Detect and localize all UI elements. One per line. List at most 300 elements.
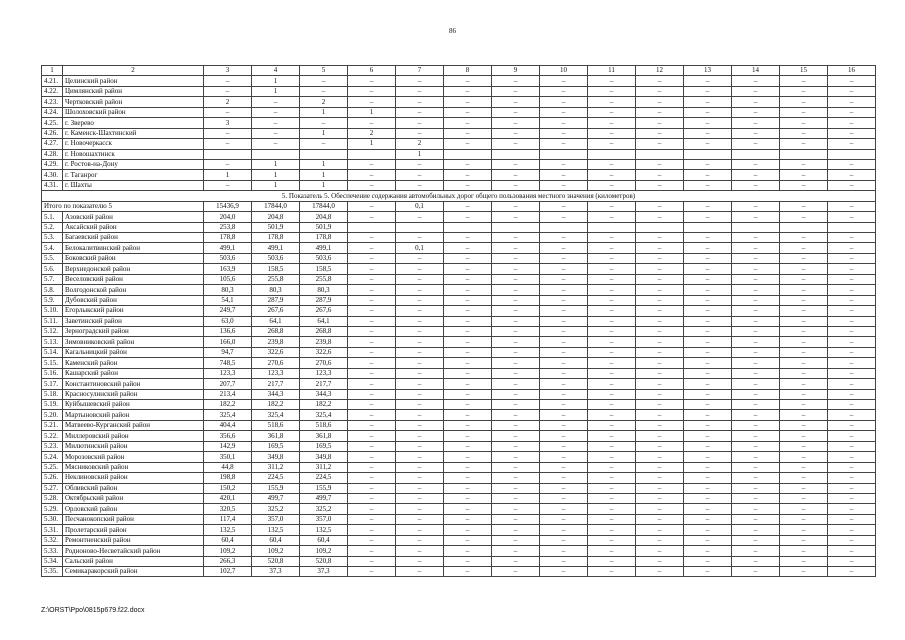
column-number-row xyxy=(42,66,876,76)
value-cell: 2 xyxy=(348,128,396,138)
value-cell: – xyxy=(780,441,828,451)
value-cell: – xyxy=(444,420,492,430)
column-number-cell: 7 xyxy=(396,66,444,76)
value-cell: – xyxy=(348,441,396,451)
value-cell: – xyxy=(828,316,876,326)
column-number-cell: 3 xyxy=(204,66,252,76)
table-row xyxy=(42,170,876,180)
value-cell: 357,0 xyxy=(252,514,300,524)
value-cell: – xyxy=(492,546,540,556)
value-cell: – xyxy=(780,97,828,107)
value-cell: – xyxy=(588,118,636,128)
value-cell: – xyxy=(396,410,444,420)
value-cell: – xyxy=(636,493,684,503)
value-cell: 178,8 xyxy=(252,233,300,243)
value-cell: – xyxy=(444,118,492,128)
value-cell: 169,5 xyxy=(252,441,300,451)
value-cell: – xyxy=(492,400,540,410)
column-number-cell: 12 xyxy=(636,66,684,76)
table-row xyxy=(42,525,876,535)
value-cell: – xyxy=(636,504,684,514)
total-value-cell: – xyxy=(828,201,876,211)
value-cell: – xyxy=(348,180,396,190)
table-row xyxy=(42,546,876,556)
value-cell: – xyxy=(684,567,732,577)
value-cell: – xyxy=(396,233,444,243)
value-cell: – xyxy=(588,431,636,441)
territory-name-cell: Дубовский район xyxy=(63,295,204,305)
value-cell: – xyxy=(492,274,540,284)
row-number-cell: 5.19. xyxy=(42,400,63,410)
value-cell: – xyxy=(780,483,828,493)
value-cell: – xyxy=(540,212,588,222)
value-cell: 3 xyxy=(204,118,252,128)
value-cell: – xyxy=(780,243,828,253)
value-cell: – xyxy=(780,431,828,441)
value-cell: – xyxy=(588,546,636,556)
value-cell xyxy=(684,149,732,159)
value-cell: – xyxy=(396,212,444,222)
value-cell: – xyxy=(588,567,636,577)
value-cell: – xyxy=(348,514,396,524)
value-cell: 350,1 xyxy=(204,452,252,462)
value-cell: 255,8 xyxy=(300,274,348,284)
value-cell: 204,0 xyxy=(204,212,252,222)
row-number-cell: 4.27. xyxy=(42,139,63,149)
row-number-cell: 5.27. xyxy=(42,483,63,493)
value-cell: – xyxy=(636,107,684,117)
page-number: 86 xyxy=(449,27,456,35)
territory-name-cell: Аксайский район xyxy=(63,222,204,232)
value-cell: 357,0 xyxy=(300,514,348,524)
territory-name-cell: Константиновский район xyxy=(63,379,204,389)
value-cell: – xyxy=(492,118,540,128)
value-cell: – xyxy=(828,243,876,253)
value-cell: – xyxy=(636,514,684,524)
value-cell: – xyxy=(732,264,780,274)
value-cell: 64,1 xyxy=(252,316,300,326)
value-cell: – xyxy=(780,514,828,524)
value-cell: – xyxy=(588,212,636,222)
value-cell xyxy=(780,222,828,232)
table-row xyxy=(42,222,876,232)
value-cell: – xyxy=(540,483,588,493)
value-cell: – xyxy=(396,274,444,284)
value-cell: – xyxy=(396,379,444,389)
value-cell: – xyxy=(300,139,348,149)
value-cell: – xyxy=(540,118,588,128)
value-cell: – xyxy=(588,253,636,263)
row-number-cell: 5.32. xyxy=(42,535,63,545)
value-cell: – xyxy=(540,389,588,399)
value-cell: 1 xyxy=(300,180,348,190)
value-cell: – xyxy=(684,97,732,107)
value-cell: – xyxy=(588,274,636,284)
value-cell: – xyxy=(636,274,684,284)
value-cell: 37,3 xyxy=(300,567,348,577)
value-cell: – xyxy=(732,462,780,472)
value-cell: 182,2 xyxy=(204,400,252,410)
row-number-cell: 4.25. xyxy=(42,118,63,128)
territory-name-cell: Песчанокопский район xyxy=(63,514,204,524)
value-cell: – xyxy=(444,274,492,284)
value-cell: – xyxy=(588,180,636,190)
value-cell: – xyxy=(780,556,828,566)
value-cell: – xyxy=(492,389,540,399)
value-cell: 239,8 xyxy=(300,337,348,347)
territory-name-cell: Орловский район xyxy=(63,504,204,514)
value-cell: 311,2 xyxy=(300,462,348,472)
value-cell: – xyxy=(444,347,492,357)
value-cell: – xyxy=(492,410,540,420)
value-cell: 268,8 xyxy=(252,326,300,336)
value-cell: – xyxy=(492,316,540,326)
value-cell: 287,9 xyxy=(252,295,300,305)
column-number-cell: 14 xyxy=(732,66,780,76)
value-cell: 109,2 xyxy=(252,546,300,556)
value-cell: – xyxy=(444,379,492,389)
value-cell: – xyxy=(828,337,876,347)
value-cell: – xyxy=(732,379,780,389)
value-cell: – xyxy=(540,295,588,305)
value-cell: – xyxy=(492,567,540,577)
territory-name-cell: Боковский район xyxy=(63,253,204,263)
territory-name-cell: Цимлянский район xyxy=(63,86,204,96)
value-cell: – xyxy=(780,170,828,180)
value-cell: 320,5 xyxy=(204,504,252,514)
value-cell: – xyxy=(492,493,540,503)
territory-name-cell: Целинский район xyxy=(63,76,204,86)
value-cell: – xyxy=(828,567,876,577)
value-cell: – xyxy=(684,525,732,535)
value-cell: – xyxy=(252,139,300,149)
value-cell: – xyxy=(540,326,588,336)
value-cell: – xyxy=(588,368,636,378)
value-cell: – xyxy=(396,86,444,96)
value-cell: – xyxy=(492,483,540,493)
value-cell: – xyxy=(732,180,780,190)
row-number-cell: 5.17. xyxy=(42,379,63,389)
territory-name-cell: Шолоховский район xyxy=(63,107,204,117)
value-cell: – xyxy=(684,107,732,117)
value-cell: – xyxy=(588,128,636,138)
value-cell: – xyxy=(636,410,684,420)
value-cell: 204,8 xyxy=(252,212,300,222)
value-cell xyxy=(348,222,396,232)
territory-name-cell: Азовский район xyxy=(63,212,204,222)
row-number-cell: 5.3. xyxy=(42,233,63,243)
territory-name-cell: г. Шахты xyxy=(63,180,204,190)
value-cell: – xyxy=(444,493,492,503)
value-cell: – xyxy=(636,400,684,410)
value-cell: – xyxy=(732,400,780,410)
table-row xyxy=(42,243,876,253)
value-cell: – xyxy=(636,233,684,243)
value-cell: 54,1 xyxy=(204,295,252,305)
value-cell: – xyxy=(540,107,588,117)
value-cell: – xyxy=(444,170,492,180)
territory-name-cell: Волгодонской район xyxy=(63,285,204,295)
value-cell: – xyxy=(636,389,684,399)
total-value-cell: 17844,0 xyxy=(300,201,348,211)
value-cell: – xyxy=(780,462,828,472)
value-cell: – xyxy=(444,462,492,472)
column-number-cell: 11 xyxy=(588,66,636,76)
value-cell xyxy=(732,149,780,159)
value-cell: – xyxy=(396,514,444,524)
value-cell: 748,5 xyxy=(204,358,252,368)
value-cell: – xyxy=(348,274,396,284)
value-cell: – xyxy=(396,97,444,107)
indicator-table xyxy=(41,65,876,577)
table-row xyxy=(42,97,876,107)
value-cell: – xyxy=(732,139,780,149)
value-cell: – xyxy=(684,546,732,556)
value-cell: 136,6 xyxy=(204,326,252,336)
value-cell: 132,5 xyxy=(252,525,300,535)
value-cell: – xyxy=(444,326,492,336)
value-cell: – xyxy=(588,462,636,472)
value-cell: – xyxy=(348,431,396,441)
column-number-cell: 13 xyxy=(684,66,732,76)
value-cell xyxy=(444,149,492,159)
value-cell: – xyxy=(396,253,444,263)
value-cell: – xyxy=(636,546,684,556)
value-cell: – xyxy=(396,567,444,577)
value-cell: – xyxy=(444,295,492,305)
column-number-cell: 1 xyxy=(42,66,63,76)
value-cell: 182,2 xyxy=(252,400,300,410)
table-row xyxy=(42,400,876,410)
value-cell: 80,3 xyxy=(204,285,252,295)
value-cell: – xyxy=(540,347,588,357)
row-number-cell: 4.28. xyxy=(42,149,63,159)
value-cell: 198,8 xyxy=(204,473,252,483)
value-cell: – xyxy=(492,295,540,305)
value-cell: – xyxy=(588,483,636,493)
row-number-cell: 5.7. xyxy=(42,274,63,284)
row-number-cell: 5.33. xyxy=(42,546,63,556)
value-cell: – xyxy=(828,139,876,149)
value-cell: – xyxy=(396,441,444,451)
value-cell: 518,6 xyxy=(300,420,348,430)
value-cell: – xyxy=(540,410,588,420)
value-cell: – xyxy=(396,420,444,430)
table-row xyxy=(42,389,876,399)
value-cell: – xyxy=(348,410,396,420)
value-cell: – xyxy=(636,243,684,253)
value-cell: – xyxy=(636,462,684,472)
value-cell: 123,3 xyxy=(300,368,348,378)
value-cell: – xyxy=(588,358,636,368)
row-number-cell: 4.21. xyxy=(42,76,63,86)
value-cell: 1 xyxy=(348,139,396,149)
value-cell: – xyxy=(348,86,396,96)
value-cell: – xyxy=(636,473,684,483)
value-cell: – xyxy=(300,118,348,128)
row-number-cell: 4.23. xyxy=(42,97,63,107)
row-number-cell: 4.29. xyxy=(42,159,63,169)
row-number-cell: 5.12. xyxy=(42,326,63,336)
value-cell: 267,6 xyxy=(300,306,348,316)
table-row xyxy=(42,347,876,357)
row-number-cell: 4.30. xyxy=(42,170,63,180)
value-cell: – xyxy=(636,97,684,107)
value-cell: 182,2 xyxy=(300,400,348,410)
value-cell: – xyxy=(540,546,588,556)
value-cell: – xyxy=(348,212,396,222)
value-cell: 105,6 xyxy=(204,274,252,284)
value-cell: 0,1 xyxy=(396,243,444,253)
value-cell: – xyxy=(396,473,444,483)
value-cell: – xyxy=(636,483,684,493)
value-cell: – xyxy=(828,264,876,274)
value-cell: – xyxy=(780,420,828,430)
table-row xyxy=(42,253,876,263)
territory-name-cell: Милютинский район xyxy=(63,441,204,451)
value-cell: – xyxy=(396,389,444,399)
value-cell xyxy=(588,222,636,232)
row-number-cell: 5.25. xyxy=(42,462,63,472)
row-number-cell: 5.11. xyxy=(42,316,63,326)
value-cell: – xyxy=(444,400,492,410)
value-cell: – xyxy=(540,368,588,378)
value-cell: – xyxy=(684,170,732,180)
value-cell: 1 xyxy=(300,128,348,138)
value-cell: – xyxy=(732,118,780,128)
value-cell: – xyxy=(780,389,828,399)
column-number-cell: 5 xyxy=(300,66,348,76)
value-cell: – xyxy=(684,285,732,295)
value-cell: – xyxy=(732,389,780,399)
value-cell: 1 xyxy=(252,86,300,96)
value-cell: – xyxy=(396,556,444,566)
value-cell: – xyxy=(348,347,396,357)
value-cell: – xyxy=(636,295,684,305)
value-cell: – xyxy=(732,410,780,420)
value-cell: – xyxy=(828,462,876,472)
value-cell: – xyxy=(348,326,396,336)
table-row xyxy=(42,483,876,493)
value-cell: – xyxy=(492,473,540,483)
value-cell: – xyxy=(684,347,732,357)
value-cell: – xyxy=(348,76,396,86)
value-cell: 266,3 xyxy=(204,556,252,566)
value-cell: – xyxy=(444,233,492,243)
value-cell: – xyxy=(396,431,444,441)
value-cell: – xyxy=(732,493,780,503)
row-number-cell: 5.13. xyxy=(42,337,63,347)
value-cell: – xyxy=(540,473,588,483)
value-cell: – xyxy=(780,285,828,295)
value-cell: – xyxy=(780,118,828,128)
value-cell: – xyxy=(540,452,588,462)
value-cell: 268,8 xyxy=(300,326,348,336)
value-cell xyxy=(588,149,636,159)
value-cell: – xyxy=(396,316,444,326)
value-cell: 253,8 xyxy=(204,222,252,232)
value-cell: – xyxy=(396,525,444,535)
value-cell: 117,4 xyxy=(204,514,252,524)
value-cell: – xyxy=(828,253,876,263)
value-cell: – xyxy=(732,107,780,117)
value-cell: 123,3 xyxy=(252,368,300,378)
total-value-cell: – xyxy=(780,201,828,211)
value-cell: – xyxy=(444,358,492,368)
value-cell: 155,9 xyxy=(252,483,300,493)
value-cell: – xyxy=(636,180,684,190)
value-cell: – xyxy=(684,243,732,253)
value-cell: – xyxy=(588,316,636,326)
total-value-cell: – xyxy=(444,201,492,211)
value-cell: – xyxy=(348,546,396,556)
value-cell: – xyxy=(492,368,540,378)
value-cell: – xyxy=(540,504,588,514)
value-cell: 132,5 xyxy=(300,525,348,535)
total-row xyxy=(42,201,876,211)
value-cell: – xyxy=(732,441,780,451)
value-cell: – xyxy=(684,86,732,96)
value-cell: 349,8 xyxy=(252,452,300,462)
value-cell: – xyxy=(732,170,780,180)
value-cell: – xyxy=(732,97,780,107)
territory-name-cell: Веселовский район xyxy=(63,274,204,284)
territory-name-cell: Семикаракорский район xyxy=(63,567,204,577)
row-number-cell: 5.16. xyxy=(42,368,63,378)
value-cell: – xyxy=(636,567,684,577)
value-cell: – xyxy=(732,253,780,263)
table-row xyxy=(42,358,876,368)
value-cell: – xyxy=(540,431,588,441)
value-cell: 80,3 xyxy=(252,285,300,295)
table-row xyxy=(42,159,876,169)
table-row xyxy=(42,149,876,159)
value-cell: – xyxy=(396,452,444,462)
value-cell: 1 xyxy=(252,170,300,180)
value-cell: – xyxy=(732,306,780,316)
table-row xyxy=(42,504,876,514)
column-number-cell: 9 xyxy=(492,66,540,76)
value-cell: 1 xyxy=(348,107,396,117)
value-cell: – xyxy=(348,306,396,316)
value-cell: – xyxy=(444,139,492,149)
value-cell: – xyxy=(780,253,828,263)
value-cell: – xyxy=(540,264,588,274)
value-cell: – xyxy=(732,128,780,138)
value-cell: 361,8 xyxy=(300,431,348,441)
value-cell: 499,7 xyxy=(300,493,348,503)
value-cell: 420,1 xyxy=(204,493,252,503)
value-cell: – xyxy=(492,556,540,566)
value-cell: – xyxy=(444,212,492,222)
value-cell: 255,8 xyxy=(252,274,300,284)
value-cell: 204,8 xyxy=(300,212,348,222)
value-cell: – xyxy=(252,107,300,117)
value-cell: – xyxy=(588,139,636,149)
value-cell: 1 xyxy=(300,159,348,169)
value-cell: – xyxy=(684,118,732,128)
value-cell: – xyxy=(780,535,828,545)
value-cell: 349,8 xyxy=(300,452,348,462)
value-cell: – xyxy=(444,567,492,577)
territory-name-cell: Неклиновский район xyxy=(63,473,204,483)
value-cell: 178,8 xyxy=(204,233,252,243)
value-cell: – xyxy=(588,306,636,316)
value-cell: – xyxy=(348,567,396,577)
territory-name-cell: Морозовский район xyxy=(63,452,204,462)
value-cell: – xyxy=(732,347,780,357)
value-cell: 325,4 xyxy=(204,410,252,420)
